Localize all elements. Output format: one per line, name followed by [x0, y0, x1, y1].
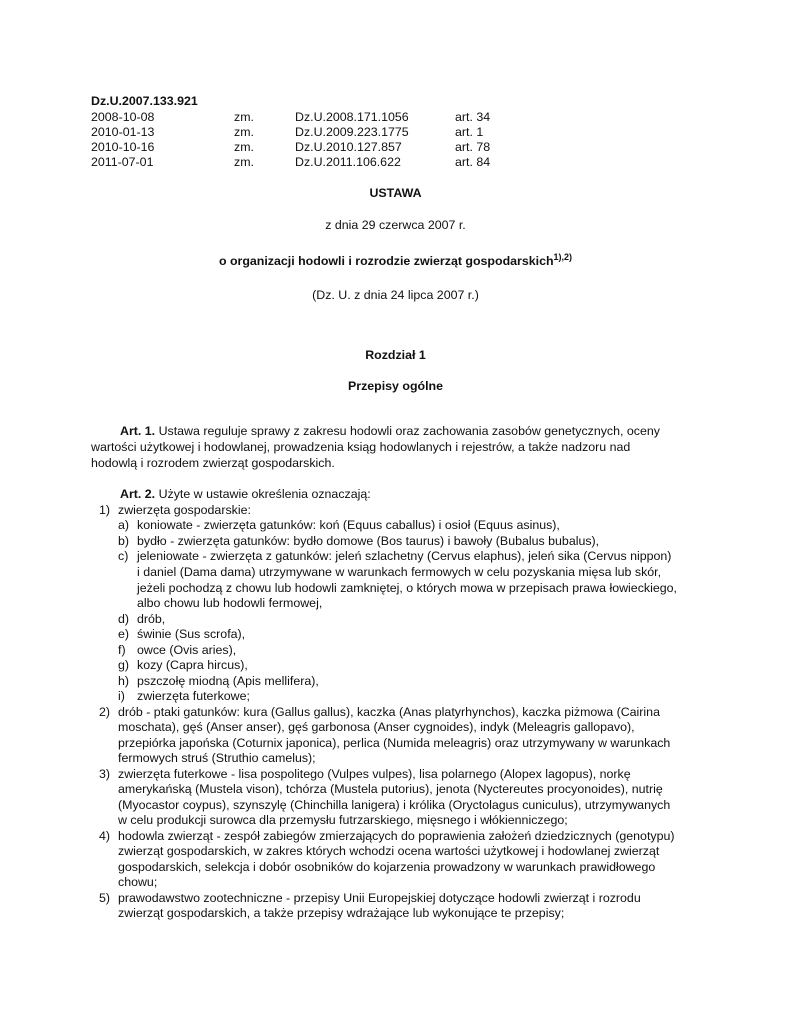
point-text: zwierząt gospodarskich, a także przepisy wdrażające lub wykonujące te przepisy; [118, 906, 565, 920]
publication-info: (Dz. U. z dnia 24 lipca 2007 r.) [312, 288, 479, 302]
amendment-type: zm. [234, 125, 254, 139]
point-text: przepiórka japońska (Coturnix japonica), perlica (Numida meleagris) oraz utrzymywany w warunkach [118, 736, 671, 750]
amendment-date: 2011-07-01 [91, 155, 154, 169]
subpoint-text: zwierzęta futerkowe; [137, 689, 250, 703]
act-title-text: o organizacji hodowli i rozrodzie zwierząt gospodarskich [218, 254, 554, 268]
point-number: 5) [99, 891, 111, 905]
subpoint-text: albo chowu lub hodowli fermowej, [137, 596, 323, 610]
subpoint-number: d) [118, 612, 130, 626]
amendment-reference: Dz.U.2010.127.857 [295, 140, 402, 154]
amendment-article: art. 78 [455, 140, 491, 154]
act-type-heading: USTAWA [369, 186, 422, 200]
article-1-label: Art. 1. [120, 424, 156, 438]
subpoint-text: pszczołę miodną (Apis mellifera), [137, 674, 319, 688]
point-text: zwierzęta gospodarskie: [118, 503, 251, 517]
point-number: 1) [99, 503, 111, 517]
point-number: 4) [99, 829, 111, 843]
amendment-date: 2010-01-13 [91, 125, 155, 139]
article-2-label: Art. 2. [120, 487, 156, 501]
point-text: (Myocastor coypus), szynszylę (Chinchilla lanigera) i królika (Oryctolagus cuniculus), utrzymywanych [118, 798, 671, 812]
subpoint-number: a) [118, 518, 130, 532]
amendment-type: zm. [234, 140, 254, 154]
article-1-line: hodowlą i rozrodem zwierząt gospodarskich. [91, 456, 335, 470]
point-text: moschata), gęś (Anser anser), gęś garbonosa (Anser cygnoides), indyk (Meleagris gallopavo), [118, 720, 635, 734]
subpoint-text: koniowate - zwierzęta gatunków: koń (Equus caballus) i osioł (Equus asinus), [137, 518, 560, 532]
chapter-label: Rozdział 1 [365, 348, 426, 362]
amendment-article: art. 34 [455, 110, 491, 124]
amendment-article: art. 84 [455, 155, 491, 169]
act-date: z dnia 29 czerwca 2007 r. [325, 218, 466, 232]
subpoint-number: i) [118, 689, 125, 703]
amendment-reference: Dz.U.2008.171.1056 [295, 110, 409, 124]
subpoint-text: i daniel (Dama dama) utrzymywane w warunkach fermowych w celu pozyskania mięsa lub skór, [137, 565, 662, 579]
subpoint-text: jeleniowate - zwierzęta z gatunków: jeleń szlachetny (Cervus elaphus), jeleń sika (Cervus nippon) [137, 549, 672, 563]
footnote-refs: 1),2) [553, 252, 573, 262]
subpoint-number: f) [118, 643, 126, 657]
amendment-type: zm. [234, 110, 254, 124]
point-number: 3) [99, 767, 111, 781]
subpoint-text: jeżeli pochodzą z chowu lub hodowli zamkniętej, o których mowa w przepisach prawa łowieckiego, [137, 581, 677, 595]
point-text: amerykańską (Mustela vison), tchórza (Mustela putorius), jenota (Nyctereutes procyonoides), nutrię [118, 782, 663, 796]
amendment-date: 2010-10-16 [91, 140, 155, 154]
subpoint-number: b) [118, 534, 130, 548]
subpoint-text: owce (Ovis aries), [137, 643, 237, 657]
point-text: prawodawstwo zootechniczne - przepisy Unii Europejskiej dotyczące hodowli zwierząt i rozrodu [118, 891, 641, 905]
subpoint-number: h) [118, 674, 130, 688]
subpoint-number: c) [118, 549, 129, 563]
subpoint-number: g) [118, 658, 130, 672]
act-title [0, 254, 791, 268]
amendment-type: zm. [234, 155, 254, 169]
subpoint-number: e) [118, 627, 130, 641]
point-number: 2) [99, 705, 111, 719]
amendment-date: 2008-10-08 [91, 110, 155, 124]
point-text: fermowych struś (Struthio camelus); [118, 751, 316, 765]
point-text: gospodarskich, selekcja i dobór osobników do kojarzenia prowadzony w warunkach prawidłowego [118, 860, 656, 874]
amendment-reference: Dz.U.2011.106.622 [295, 155, 401, 169]
amendment-reference: Dz.U.2009.223.1775 [295, 125, 409, 139]
subpoint-text: kozy (Capra hircus), [137, 658, 248, 672]
point-text: w celu produkcji surowca dla przemysłu futrzarskiego, mięsnego i włókienniczego; [118, 813, 568, 827]
subpoint-text: świnie (Sus scrofa), [137, 627, 246, 641]
article-1-line: wartości użytkowej i hodowlanej, prowadzenia ksiąg hodowlanych i rejestrów, a także nadzoru nad [91, 440, 631, 454]
chapter-title: Przepisy ogólne [347, 379, 444, 393]
amendment-article: art. 1 [455, 125, 484, 139]
point-text: hodowla zwierząt - zespół zabiegów zmierzających do poprawienia założeń dziedzicznych (genotypu) [118, 829, 675, 843]
point-text: zwierzęta futerkowe - lisa pospolitego (Vulpes vulpes), lisa polarnego (Alopex lagopus), norkę [118, 767, 631, 781]
article-1-text: Ustawa reguluje sprawy z zakresu hodowli oraz zachowania zasobów genetycznych, oceny [155, 424, 660, 438]
subpoint-text: drób, [137, 612, 166, 626]
article-1-line [120, 424, 660, 440]
article-2-intro-text: Użyte w ustawie określenia oznaczają: [155, 487, 371, 501]
act-identifier: Dz.U.2007.133.921 [91, 94, 198, 108]
subpoint-text: bydło - zwierzęta gatunków: bydło domowe (Bos taurus) i bawoły (Bubalus bubalus), [137, 534, 600, 548]
point-text: zwierząt gospodarskich, w zakres których wchodzi ocena wartości użytkowej i hodowlanej zwierząt [118, 844, 660, 858]
point-text: drób - ptaki gatunków: kura (Gallus gallus), kaczka (Anas platyrhynchos), kaczka piżmowa (Cairina [118, 705, 660, 719]
article-2-intro [120, 487, 371, 503]
point-text: chowu; [118, 875, 158, 889]
